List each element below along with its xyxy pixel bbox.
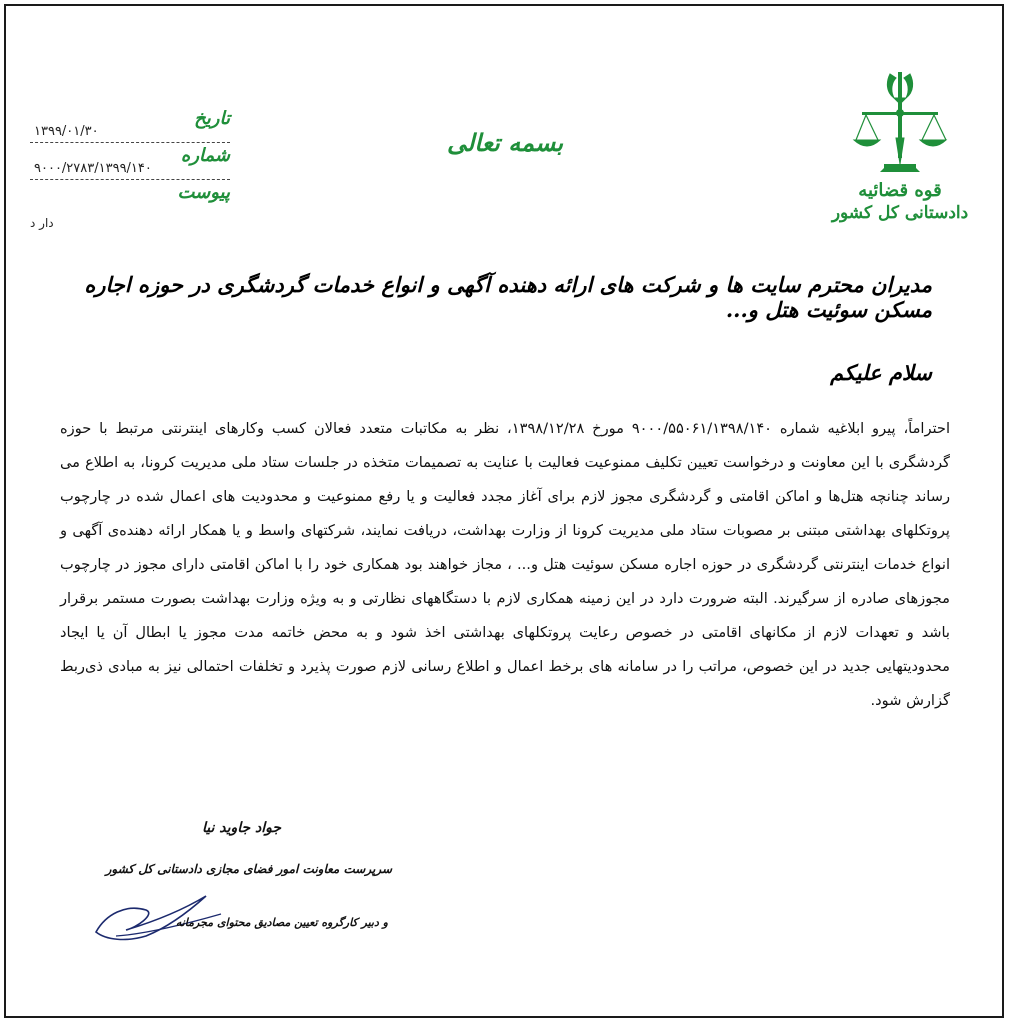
letter-body: احتراماً، پیرو ابلاغیه شماره ۹۰۰۰/۵۵۰۶۱/۱۳۹۸/۱۴۰ مورخ ۱۳۹۸/۱۲/۲۸، نظر به مکاتبات متعدد فعالان کسب وکارهای اینترنتی مرتبط با حوزه گردشگری با این معاونت و درخواست تعیین تکلیف ممنوعیت فعالیت با عنایت به تصمیمات متخذه در جلسات ستاد ملی مدیریت کرونا، به اطلاع می رساند چنانچه هتل‌ها و اماکن اقامتی و گردشگری مجوز لازم برای آغاز مجدد فعالیت و یا رفع ممنوعیت و محدودیت های اعمال شده در چارچوب پروتکلهای بهداشتی مبتنی بر مصوبات ستاد ملی مدیریت کرونا از وزارت بهداشت، دریافت نمایند، شرکتهای واسط و یا همکار ارائه دهنده‌ی آگهی و انواع خدمات اینترنتی گردشگری در حوزه اجاره مسکن سوئیت هتل و... ، مجاز خواهند بود همکاری خود را با اماکن اقامتی دارای مجوز در چارچوب مجوزهای صادره از سرگیرند. البته ضرورت دارد در این زمینه همکاری لازم با دستگاههای نظارتی و به ویژه وزارت بهداشت بصورت مستمر برقرار باشد و تعهدات لازم از مکانهای اقامتی در خصوص رعایت پروتکلهای بهداشتی اخذ شود و به محض خاتمه مدت مجوز یا ابطال آن یا ایجاد محدودیتهایی جدید در این خصوص، مراتب را در سامانه های برخط اعمال و اطلاع رسانی لازم صورت پذیرد و تخلفات احتمالی نیز به مبادی ذی‌ربط گزارش شود. (60, 420, 951, 709)
number-row (30, 145, 230, 180)
letter-greeting: سلام علیکم (830, 360, 932, 385)
signature-scribble-icon (86, 884, 226, 944)
date-label: تاریخ (194, 108, 230, 129)
signatory-title: سرپرست معاونت امور فضای مجازی دادستانی کل کشور (105, 862, 392, 876)
scales-emblem-icon (850, 68, 950, 178)
date-value: ۱۳۹۹/۰۱/۳۰ (34, 124, 99, 139)
signatory-name: جواد جاوید نیا (202, 820, 282, 836)
date-row (30, 108, 230, 143)
number-label: شماره (180, 145, 230, 166)
letter-heading: بسمه تعالی (446, 128, 564, 157)
emblem-prosecutor-text: دادستانی کل کشور (831, 203, 969, 223)
attachment-label: پیوست (177, 182, 230, 203)
emblem-judiciary-text: قوه قضائیه (858, 180, 942, 201)
number-value: ۹۰۰۰/۲۷۸۳/۱۳۹۹/۱۴۰ (34, 161, 152, 176)
attachment-row (30, 182, 230, 216)
attachment-value: دار د (30, 216, 54, 230)
signatory-title-2: و دبیر کارگروه تعیین مصادیق محتوای مجرمانه (175, 916, 388, 929)
letter-addressee: مدیران محترم سایت ها و شرکت های ارائه دهنده آگهی و انواع خدمات گردشگری در حوزه اجاره مسکن سوئیت هتل و... (84, 272, 932, 322)
letter-meta (30, 108, 230, 218)
